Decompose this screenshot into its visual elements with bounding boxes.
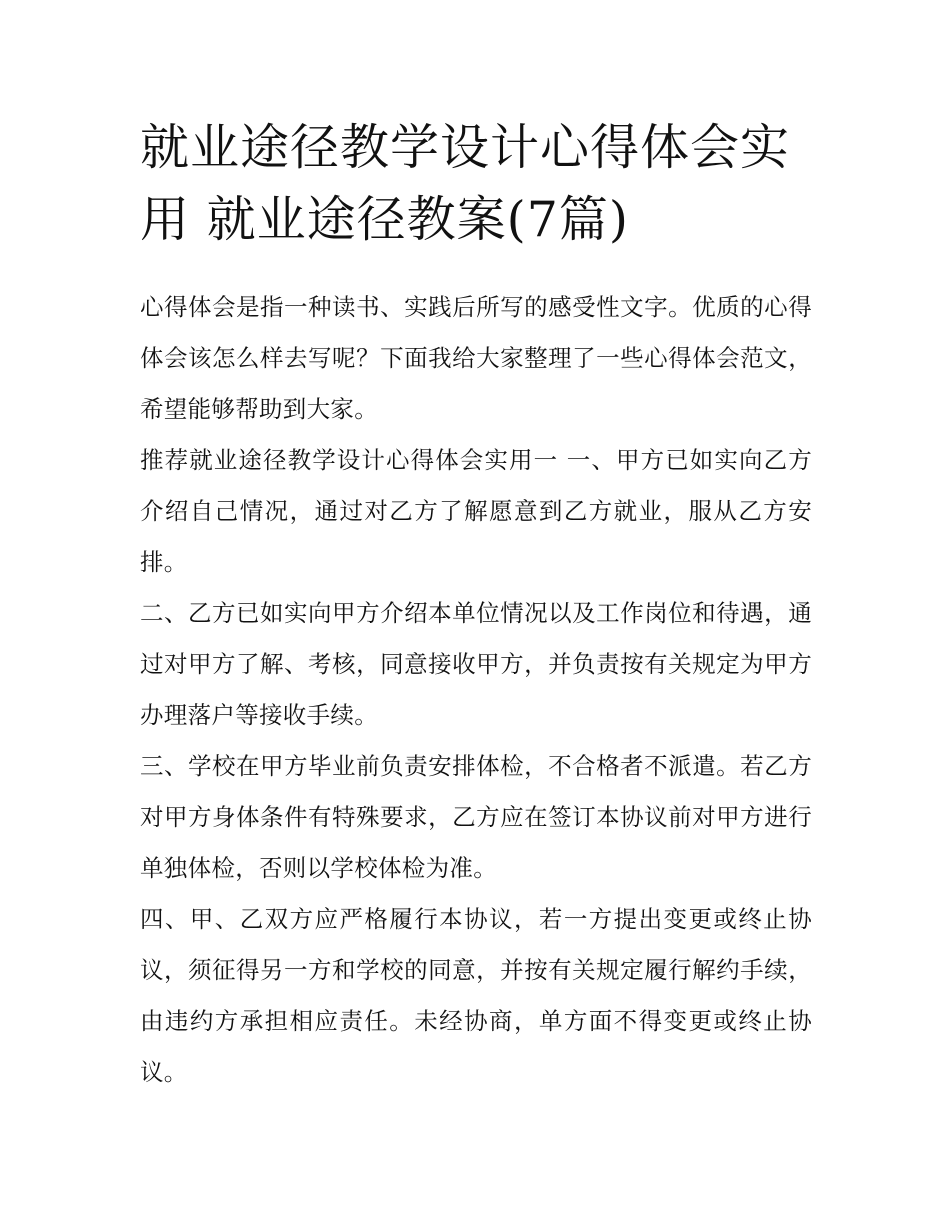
- paragraph-clause-1: 推荐就业途径教学设计心得体会实用一 一、甲方已如实向乙方介绍自己情况，通过对乙方了解愿意到乙方就业，服从乙方安排。: [140, 446, 812, 576]
- paragraph-clause-2: 二、乙方已如实向甲方介绍本单位情况以及工作岗位和待遇，通过对甲方了解、考核，同意接收甲方，并负责按有关规定为甲方办理落户等接收手续。: [140, 599, 812, 729]
- document-title: 就业途径教学设计心得体会实用 就业途径教案(7篇): [140, 119, 791, 248]
- document-body: [140, 112, 812, 1098]
- paragraph-clause-3: 三、学校在甲方毕业前负责安排体检，不合格者不派遣。若乙方对甲方身体条件有特殊要求，乙方应在签订本协议前对甲方进行单独体检，否则以学校体检为准。: [140, 752, 812, 882]
- paragraph-intro: 心得体会是指一种读书、实践后所写的感受性文字。优质的心得体会该怎么样去写呢？下面我给大家整理了一些心得体会范文，希望能够帮助到大家。: [140, 293, 812, 423]
- paragraph-clause-4: 四、甲、乙双方应严格履行本协议，若一方提出变更或终止协议，须征得另一方和学校的同意，并按有关规定履行解约手续，由违约方承担相应责任。未经协商，单方面不得变更或终止协议。: [140, 905, 812, 1086]
